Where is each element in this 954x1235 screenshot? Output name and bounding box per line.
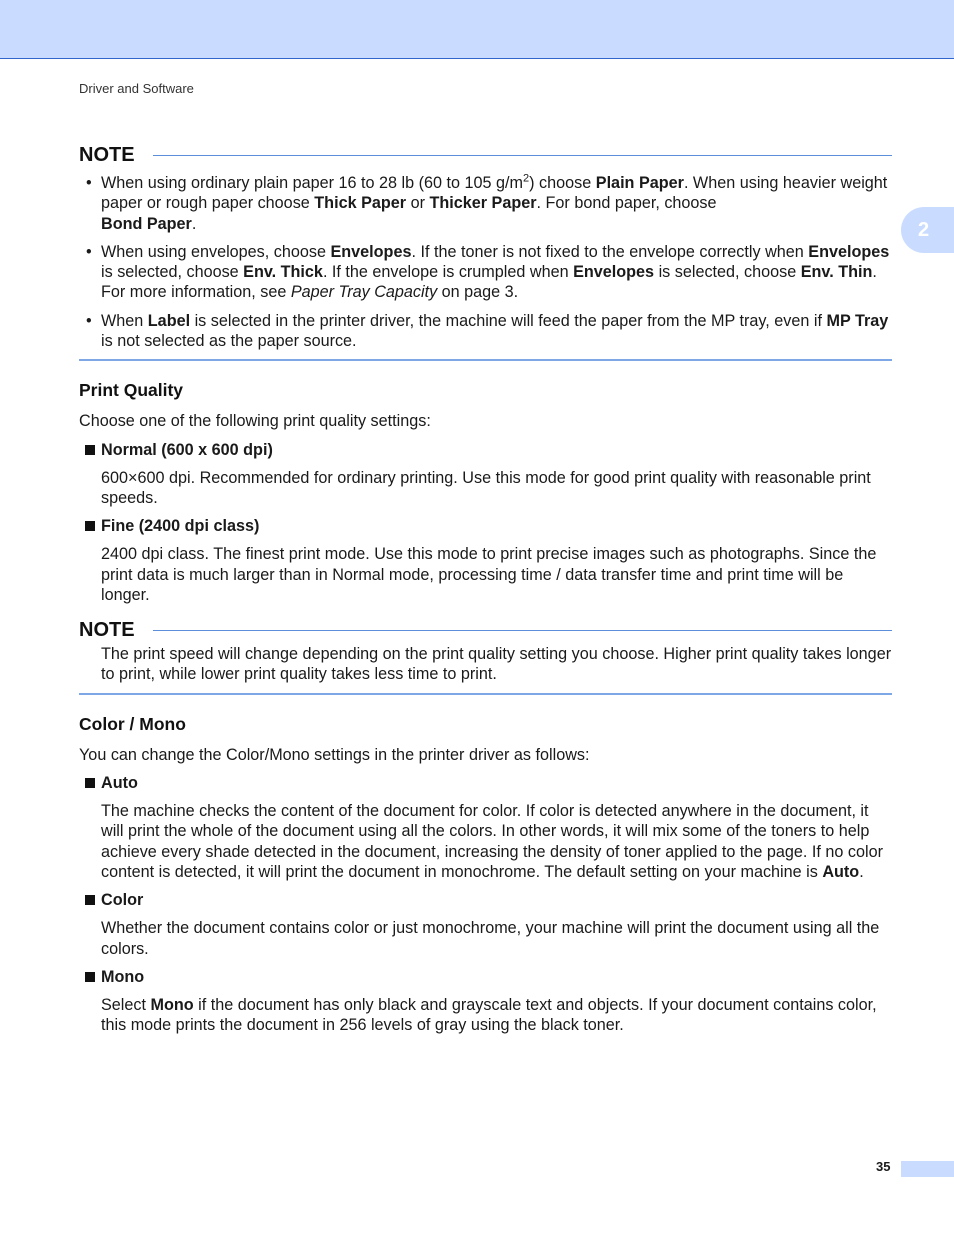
note-bottom-rule: [79, 359, 892, 361]
note-list: [79, 173, 892, 351]
option-heading-normal: Normal (600 x 600 dpi): [79, 440, 892, 460]
note-title: NOTE: [79, 618, 135, 641]
note-bottom-rule: [79, 693, 892, 695]
cross-reference-link[interactable]: Paper Tray Capacity: [290, 283, 438, 302]
chapter-tab: 2: [901, 207, 954, 253]
square-bullet-icon: [85, 445, 95, 455]
section-intro: You can change the Color/Mono settings in the printer driver as follows:: [79, 745, 590, 764]
section-heading-color-mono: Color / Mono: [79, 713, 186, 734]
square-bullet-icon: [85, 778, 95, 788]
note-title: NOTE: [79, 143, 135, 166]
running-header-title: Driver and Software: [79, 81, 194, 96]
option-heading-auto: Auto: [79, 773, 892, 793]
footer-tab: [901, 1161, 954, 1177]
note-header: [79, 142, 892, 168]
section-heading-print-quality: Print Quality: [79, 380, 184, 401]
option-description: 600×600 dpi. Recommended for ordinary printing. Use this mode for good print quality with reasonable print speeds.: [101, 468, 871, 507]
page-number: 35: [876, 1159, 891, 1174]
section-intro: Choose one of the following print quality settings:: [79, 412, 431, 431]
option-description: Select Mono if the document has only black and grayscale text and objects. If your document contains color, this mode prints the document in 256 levels of gray using the black toner.: [101, 995, 877, 1035]
square-bullet-icon: [85, 895, 95, 905]
top-header-band: [0, 0, 954, 59]
option-heading-fine: Fine (2400 dpi class): [79, 516, 892, 536]
square-bullet-icon: [85, 521, 95, 531]
list-item: • When Label is selected in the printer driver, the machine will feed the paper from the MP tray, even if MP Tray is not selected as the paper source.: [79, 311, 892, 352]
option-heading-mono: Mono: [79, 967, 892, 987]
note-rule: [153, 155, 892, 156]
note-text: The print speed will change depending on the print quality setting you choose. Higher print quality takes longer to print, while lower print quality takes less time to print.: [101, 645, 892, 684]
square-bullet-icon: [85, 972, 95, 982]
note-header: [79, 617, 892, 643]
option-heading-color: Color: [79, 890, 892, 910]
list-item: • When using envelopes, choose Envelopes. If the toner is not fixed to the envelope correctly when Envelopes is selected, choose Env. Thick. If the envelope is crumpled when Envelopes is selected, choose Env. Thin. For more information, see Paper Tray Capacity on page 3.: [79, 242, 892, 303]
option-description: 2400 dpi class. The finest print mode. Use this mode to print precise images such as photographs. Since the print data is much larger than in Normal mode, processing time / data transfer time and print time will be longer.: [101, 545, 877, 604]
note-rule: [153, 630, 892, 631]
list-item: • When using ordinary plain paper 16 to 28 lb (60 to 105 $g/m^2$) choose Plain Paper. When using heavier weight paper or rough paper choose Thick Paper or Thicker Paper. For bond paper, choose Bond Paper.: [79, 173, 892, 234]
option-description: Whether the document contains color or just monochrome, your machine will print the document using all the colors.: [101, 919, 880, 958]
page-content: [79, 142, 892, 1035]
option-description: The machine checks the content of the document for color. If color is detected anywhere in the document, it will print the whole of the document using all the colors. In other words, it will mix some of the toners to help achieve every shade detected in the document, increasing the density of toner applied to the page. If no color content is detected, it will print the document in monochrome. The default setting on your machine is Auto.: [101, 802, 884, 881]
